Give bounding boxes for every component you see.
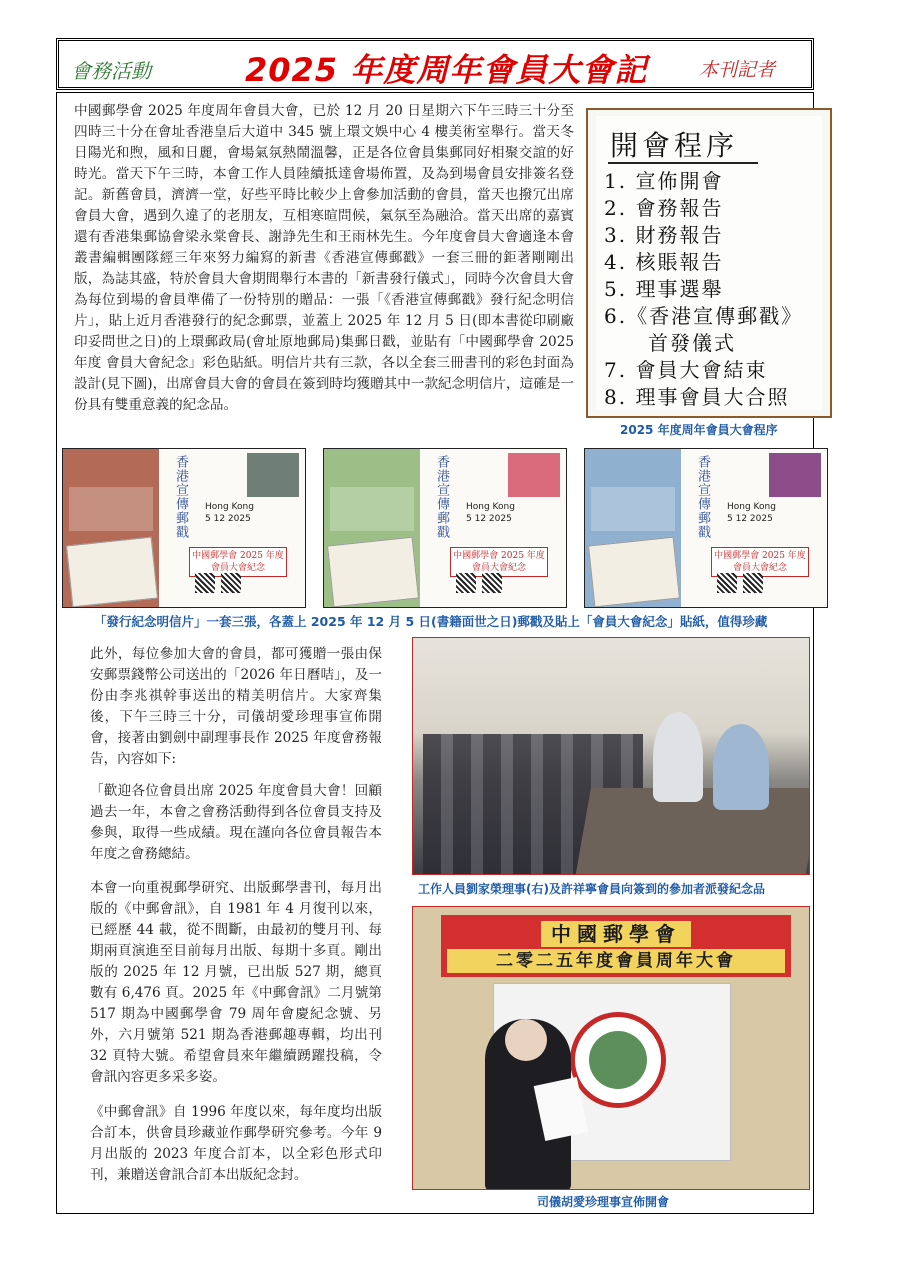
program-item: 5. 理事選舉 bbox=[604, 277, 724, 301]
banner-meeting-name: 二零二五年度會員周年大會 bbox=[447, 949, 785, 973]
qr-code-icon bbox=[717, 573, 737, 593]
commemorative-sticker: 中國郵學會 2025 年度 會員大會紀念 bbox=[189, 547, 287, 577]
meeting-banner bbox=[441, 915, 791, 977]
postcard-cover bbox=[63, 449, 159, 607]
section-label: 會務活動 bbox=[71, 59, 151, 83]
program-board bbox=[596, 116, 822, 410]
paragraph-newsletter: 本會一向重視郵學研究、出版郵學書刊，每月出版的《中郵會訊》，自 1981 年 4 月復刊以來，已經歷 44 載，從不間斷，由最初的雙月刊、每期兩頁演進至目前每月出版、每期十多頁。剛出版的 2025 年 12 月號，已出版 527 期，總頁數有 6,476 頁。2025 年《中郵會訊》二月號第 517 期為中國郵學會 79 周年會慶紀念號、另外，六月號第 521 期為香港郵趣專輯，均出刊 32 頁特大號。希望會員來年繼續踴躍投稿，令會訊內容更多采多姿。 bbox=[90, 880, 382, 1085]
photo-opening bbox=[412, 906, 810, 1190]
envelope-image bbox=[66, 537, 158, 608]
program-item: 6.《香港宣傳郵戳》 bbox=[604, 304, 804, 328]
postcard-cover bbox=[585, 449, 681, 607]
stamp-image bbox=[769, 453, 821, 497]
photo2-caption: 司儀胡愛珍理事宣佈開會 bbox=[537, 1195, 670, 1209]
commemorative-sticker: 中國郵學會 2025 年度 會員大會紀念 bbox=[711, 547, 809, 577]
article-title: 2025 年度周年會員大會記 bbox=[245, 51, 648, 89]
postmark-text: Hong Kong 5 12 2025 bbox=[466, 502, 515, 524]
stamp-image bbox=[508, 453, 560, 497]
photo1-caption: 工作人員劉家榮理事(右)及許祥寧會員向簽到的參加者派發紀念品 bbox=[418, 882, 765, 896]
staff-member-image bbox=[653, 712, 703, 802]
postmark-text: Hong Kong 5 12 2025 bbox=[205, 502, 254, 524]
program-board-photo bbox=[586, 108, 832, 418]
program-item: 3. 財務報告 bbox=[604, 223, 724, 247]
postcard-title: 香港宣傳郵戳 bbox=[173, 455, 188, 539]
banner-society-name: 中國郵學會 bbox=[541, 921, 691, 947]
envelope-image bbox=[327, 537, 419, 608]
postcard-1 bbox=[62, 448, 306, 608]
qr-code-icon bbox=[482, 573, 502, 593]
program-item: 2. 會務報告 bbox=[604, 196, 724, 220]
stamp-image bbox=[247, 453, 299, 497]
article-author: 本刊記者 bbox=[699, 59, 776, 81]
qr-code-icon bbox=[743, 573, 763, 593]
paragraph-bound-volume: 《中郵會訊》自 1996 年度以來，每年度均出版合訂本，供會員珍藏並作郵學研究參考。今年 9 月出版的 2023 年度合訂本，以全彩色形式印刊，兼贈送會訊合訂本出版紀念封。 bbox=[90, 1104, 382, 1183]
program-title-underline bbox=[608, 162, 758, 164]
program-item: 8. 理事會員大合照 bbox=[604, 385, 790, 409]
qr-code-icon bbox=[221, 573, 241, 593]
staff-member-image bbox=[713, 724, 769, 810]
paragraph-report-quote: 「歡迎各位會員出席 2025 年度會員大會！回顧過去一年，本會之會務活動得到各位會員支持及參與，取得一些成績。現在謹向各位會員報告本年度之會務總結。 bbox=[90, 783, 382, 862]
program-item: 4. 核賬報告 bbox=[604, 250, 724, 274]
program-item: 7. 會員大會結束 bbox=[604, 358, 768, 382]
page-header bbox=[56, 38, 814, 90]
society-emblem bbox=[570, 1012, 666, 1108]
program-caption: 2025 年度周年會員大會程序 bbox=[620, 423, 778, 437]
postmark-text: Hong Kong 5 12 2025 bbox=[727, 502, 776, 524]
program-list bbox=[604, 168, 803, 411]
commemorative-sticker: 中國郵學會 2025 年度 會員大會紀念 bbox=[450, 547, 548, 577]
program-item: 首發儀式 bbox=[604, 331, 736, 355]
program-item: 1. 宣佈開會 bbox=[604, 169, 724, 193]
paragraph-gifts: 此外，每位參加大會的會員，都可獲贈一張由保安郵票錢幣公司送出的「2026 年日曆咭」，及一份由李兆祺幹事送出的精美明信片。大家齊集後，下午三時三十分，司儀胡愛珍理事宣佈開會，接著由劉劍中副理事長作 2025 年度會務報告，內容如下: bbox=[90, 646, 382, 767]
qr-code-icon bbox=[195, 573, 215, 593]
postcard-title: 香港宣傳郵戳 bbox=[695, 455, 710, 539]
postcard-title: 香港宣傳郵戳 bbox=[434, 455, 449, 539]
postcard-3 bbox=[584, 448, 828, 608]
envelope-image bbox=[588, 537, 680, 608]
postcards-caption: 「發行紀念明信片」一套三張，各蓋上 2025 年 12 月 5 日(書籍面世之日)郵戳及貼上「會員大會紀念」貼紙，值得珍藏 bbox=[94, 614, 768, 629]
emcee-head bbox=[505, 1019, 547, 1061]
program-title: 開會程序 bbox=[610, 129, 739, 162]
postcard-2 bbox=[323, 448, 567, 608]
photo-registration bbox=[412, 637, 810, 875]
postcard-cover bbox=[324, 449, 420, 607]
intro-paragraph: 中國郵學會 2025 年度周年會員大會，已於 12 月 20 日星期六下午三時三十分至四時三十分在會址香港皇后大道中 345 號上環文娛中心 4 樓美術室舉行。當天冬日陽光和煦，風和日麗，會場氣氛熱鬧溫馨，正是各位會員集郵同好相聚交誼的好時光。當天下午三時，本會工作人員陸續抵達會場佈置，及為到場會員安排簽名登記。新舊會員，濟濟一堂，好些平時比較少上會參加活動的會員，當天也撥冗出席會員大會，遇到久違了的老朋友，互相寒暄問候，氣氛至為融洽。當天出席的嘉賓還有香港集郵協會梁永棠會長、謝諍先生和王雨林先生。今年度會員大會適逢本會叢書編輯團隊經三年來努力編寫的新書《香港宣傳郵戳》一套三冊的鉅著剛剛出版，為誌其盛，特於會員大會期間舉行本書的「新書發行儀式」，同時今次會員大會為每位到場的會員準備了一份特別的贈品：一張「《香港宣傳郵戳》發行紀念明信片」，貼上近月香港發行的紀念郵票，並蓋上 2025 年 12 月 5 日(即本書從印刷廠印妥問世之日)的上環郵政局(會址原地郵局)集郵日戳，並貼有「中國郵學會 2025 年度 會員大會紀念」彩色貼紙。明信片共有三款，各以全套三冊書刊的彩色封面為設計(見下圖)，出席會員大會的會員在簽到時均獲贈其中一款紀念明信片，這確是一份具有雙重意義的紀念品。 bbox=[74, 103, 574, 413]
qr-code-icon bbox=[456, 573, 476, 593]
